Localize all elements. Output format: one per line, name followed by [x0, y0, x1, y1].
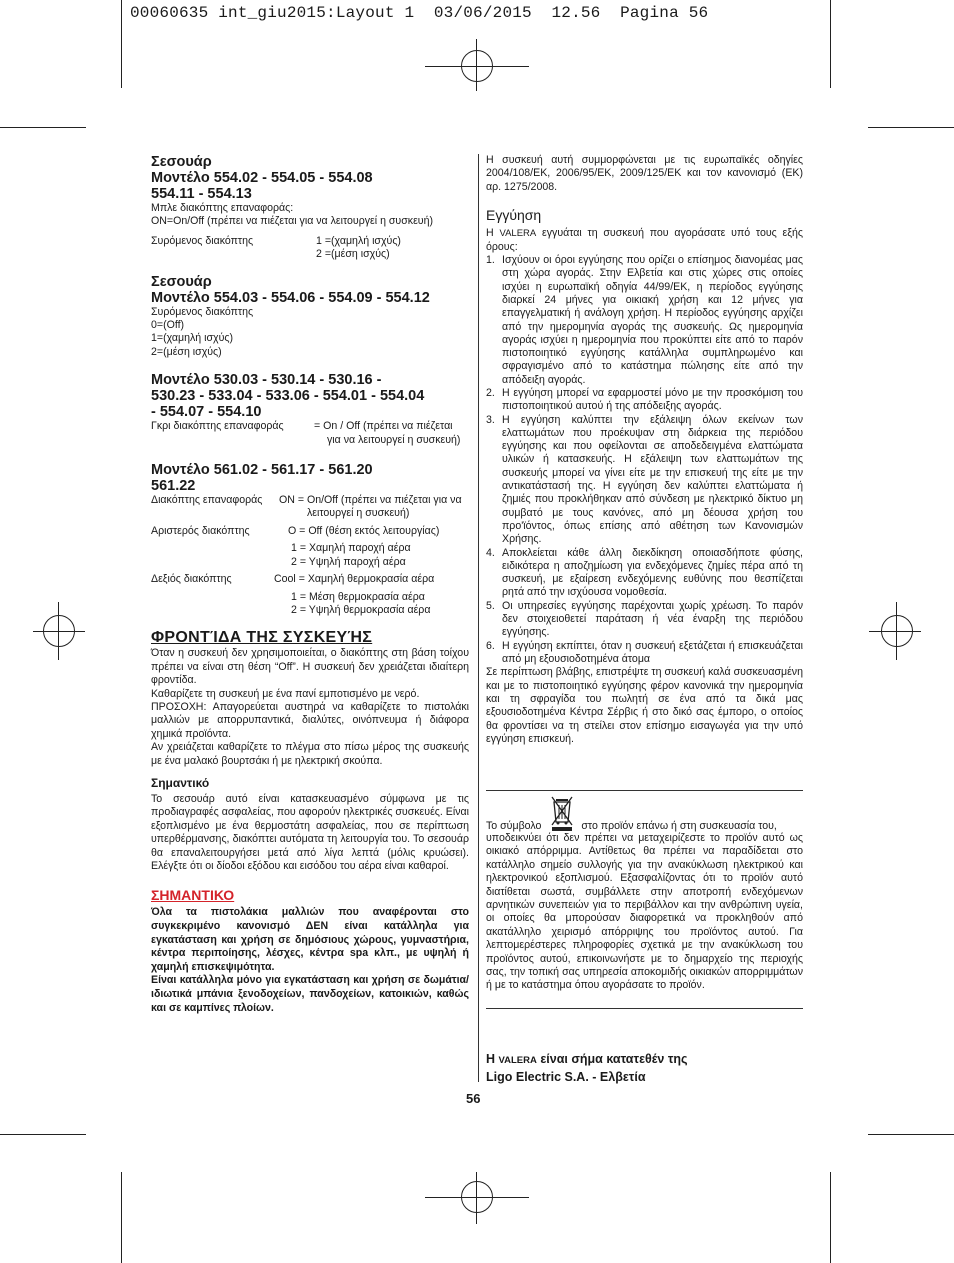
warranty-title: Εγγύηση — [486, 207, 542, 224]
reset-switch-value-cont: λειτουργεί η συσκευή) — [307, 507, 410, 520]
left-switch-label: Αριστερός διακόπτης — [151, 524, 250, 537]
warranty-term-number: 5. — [486, 599, 495, 612]
trademark-notice — [486, 1051, 688, 1085]
model-group-2-slider: Συρόμενος διακόπτης — [151, 305, 254, 318]
model-group-2-models: Μοντέλο 554.03 - 554.06 - 554.09 - 554.12 — [151, 289, 430, 306]
right-switch-label: Δεξιός διακόπτης — [151, 573, 232, 586]
grey-switch-label: Γκρι διακόπτης επαναφοράς — [151, 420, 284, 433]
warranty-term-text: Ισχύουν οι όροι εγγύησης που ορίζει ο επίσημος διανομέας μας στη χώρα αγοράς. Στην Ελβετία και στις χώρες στις οποίες ισχύει η ευρωπαϊκή οδηγία 44/99/ΕΚ, η περίοδος εγγύησης διαρκεί 24 μήνες για οικιακή χρήση και 12 μήνες για επαγγελματική ή ανάλογη χρήση. Η περίοδος εγγύησης αρχίζει από την ημερομηνία αγοράς της συσκευής. Ως ημερομηνία αγοράς ισχύει η ημερομηνία που προκύπτει είτε από το παρόν πιστοποιητικό εγγύησης κατάλληλα συμπληρωμένο και σφραγισμένο από το κατάστημα πώλησης είτε από την απόδειξη αγοράς. — [502, 254, 803, 386]
care-section-title: ΦΡΟΝΤΊΔΑ ΤΗΣ ΣΥΣΚΕΥΉΣ — [151, 629, 373, 647]
crop-mark-top-left-h — [0, 127, 86, 128]
important-title: Σημαντικό — [151, 775, 210, 790]
warranty-term-number: 1. — [486, 254, 495, 267]
blue-switch-value: ON=On/Off (πρέπει να πιέζεται για να λειτουργεί η συσκευή) — [151, 215, 434, 228]
crop-mark-bottom-left-h — [0, 1134, 86, 1135]
model-group-1-models: Μοντέλο 554.02 - 554.05 - 554.08 — [151, 170, 373, 186]
warranty-term-text: Η εγγύηση καλύπτει την εξάλειψη όλων εκείνων των ελαττωμάτων που προέκυψαν στη διάρκεια της περιόδου εγγύησης και που οφείλονται σε αποδεδειγμένα ελαττώματα υλικών ή κατασκευής. Η εξάλειψη των ελαττωμάτων της συσκευής μπορεί να γίνει είτε με την επισκευή της είτε με την αντικατάστασή της. Η εγγύηση δεν καλύπτει ελαττώματα ή ζημιές που προκλήθηκαν από σύνδεση με ηλεκτρικό δίκτυο μη συμβατό με τους κανόνες, από μη δέουσα χρήση του προ'ϊόντος, όπως επίσης από αθέτηση των Κανονισμών Χρήσης. — [502, 413, 803, 546]
reset-switch-row — [151, 494, 469, 507]
warranty-term-text: Η εγγύηση εκπίπτει, όταν η συσκευή εξετάζεται ή επισκευάζεται από μη εξουσιοδοτημένα άτομα — [502, 639, 803, 665]
crop-mark-top-right-v — [830, 0, 831, 88]
warranty-intro-start: Η — [486, 227, 494, 240]
right-switch-value-2: 2 = Υψηλή θερμοκρασία αέρα — [291, 603, 431, 616]
reset-switch-value: ON = On/Off (πρέπει να πιέζεται για να — [279, 494, 462, 507]
weee-paragraph: υποδεικνύει ότι δεν πρέπει να μεταχειρίζεστε το προϊόν αυτό ως οικιακό απόρριμμα. Αντίθετως θα πρέπει να παραδίδεται στο κατάλληλο σημείο συλλογής για την ανακύκλωση ηλεκτρικού και ηλεκτρονικού εξοπλισμού. Εξασφαλίζοντας ότι το προϊόν αυτό διατίθεται σωστά, συμβάλλετε στην αποτροπή ενδεχόμενων αρνητικών συνεπειών για το περιβάλλον και την ανθρώπινη υγεία, οι οποίες θα μπορούσαν διαφορετικά να προκληθούν από ακατάλληλο χειρισμό απόρριψης του προϊόντος αυτού. Για λεπτομερέστερες πληροφορίες σχετικά με την ανακύκλωση του προϊόντος αυτού, επικοινωνήστε με το δημαρχείο της περιοχής σας, την τοπική σας υπηρεσία αποκομιδής οικιακών απορριμμάτων ή με το κατάστημα όπου αγοράσατε το προϊόν. — [486, 832, 803, 992]
warranty-term — [486, 600, 803, 640]
left-switch-value-1: 1 = Χαμηλή παροχή αέρα — [291, 542, 411, 555]
crop-mark-bottom-right-h — [868, 1134, 954, 1135]
warranty-terms-list — [486, 254, 803, 666]
care-paragraph-2: Καθαρίζετε τη συσκευή με ένα πανί εμποτισμένο με νερό. — [151, 687, 420, 700]
left-switch-value-2: 2 = Υψηλή παροχή αέρα — [291, 555, 406, 568]
warranty-term-text: Αποκλείεται κάθε άλλη διεκδίκηση οποιασδήποτε φύσης, ειδικότερα η αποζημίωση για ενδεχόμενες ζημίες πέρα από τη συσκευή, με εξαίρεση ενδεχόμενης ευθύνης που θεσπίζεται ρητά από την ισχύουσα νομοθεσία. — [502, 546, 803, 599]
warranty-term-number: 6. — [486, 639, 495, 652]
important-paragraph: Το σεσουάρ αυτό είναι κατασκευασμένο σύμφωνα με τις προδιαγραφές ασφαλείας, που αφορούν ηλεκτρικές συσκευές. Είναι εξοπλισμένο με ένα θερμοστάτη ασφαλείας, που σε περίπτωση υπερθέρμανσης, διακόπτει αυτόματα τη λειτουργία του. Το σεσουάρ θα επαναλειτουργήσει μετά από λίγα λεπτά (μόλις κρυώσει). Ελέγξτε ότι οι δίοδοι εξόδου και εισόδου του αέρα είναι καθαροί. — [151, 792, 469, 872]
left-column — [151, 154, 469, 1015]
model-group-2-value-1: 1=(χαμηλή ισχύς) — [151, 332, 234, 345]
trademark-brand: VALERA — [498, 1055, 537, 1066]
weee-bottom-rule — [486, 1008, 803, 1009]
slider-switch-row-2 — [151, 248, 469, 261]
slider-switch-value-1: 1 =(χαμηλή ισχύς) — [316, 234, 401, 247]
warranty-intro — [486, 227, 803, 254]
important-warning-paragraph-2: Είναι κατάλληλα μόνο για εγκατάσταση και χρήση σε δωμάτια/ιδιωτικά μπάνια ξενοδοχείων, πανδοχείων, κατοικιών, καθώς και σε καμπίνες πλοίων. — [151, 974, 469, 1014]
left-switch-row — [151, 525, 469, 538]
model-group-3-models-cont: 530.23 - 533.04 - 533.06 - 554.01 - 554.04 — [151, 388, 425, 405]
right-column — [486, 154, 803, 747]
grey-switch-value: = On / Off (πρέπει να πιέζεται — [314, 420, 453, 433]
reset-switch-label: Διακόπτης επαναφοράς — [151, 494, 263, 507]
warranty-term-number: 2. — [486, 387, 495, 399]
weee-text-end: στο προϊόν επάνω ή στη συσκευασία του, — [581, 819, 777, 832]
warranty-term — [486, 547, 803, 600]
weee-top-rule — [486, 790, 803, 791]
weee-bin-icon — [549, 796, 575, 832]
crop-mark-bottom-left-v — [121, 1172, 122, 1263]
model-group-4-models-cont: 561.22 — [151, 478, 196, 495]
slider-switch-row — [151, 235, 469, 248]
model-group-4-models: Μοντέλο 561.02 - 561.17 - 561.20 — [151, 462, 373, 479]
important-warning-paragraph-1: Όλα τα πιστολάκια μαλλιών που αναφέρονται στο συγκεκριμένο κανονισμό ΔΕΝ είναι κατάλληλα για εγκατάσταση και χρήση σε δημόσιους χώρους, γυμναστήρια, κέντρα περιποίησης, λέσχες, κέντρα spa κλπ., με υψηλή ή χαμηλή επισκεψιμότητα. — [151, 906, 469, 973]
grey-switch-value-cont: για να λειτουργεί η συσκευή) — [327, 433, 461, 446]
model-group-2-title: Σεσουάρ — [151, 273, 212, 290]
care-paragraph-3: ΠΡΟΣΟΧΗ: Απαγορεύεται αυστηρά να καθαρίζετε το πιστολάκι μαλλιών με απορρυπαντικά, διαλύτες, οινόπνευμα ή διάφορα χημικά προϊόντα. — [151, 700, 469, 740]
care-paragraph-4: Αν χρειάζεται καθαρίζετε το πλέγμα στο πίσω μέρος της συσκευής με ένα μαλακό βουρτσάκι ή με ηλεκτρική σκούπα. — [151, 741, 469, 767]
crop-mark-top-left-v — [121, 0, 122, 88]
slider-switch-value-2: 2 =(μέση ισχύς) — [316, 248, 390, 261]
warranty-term-text: Οι υπηρεσίες εγγύησης παρέχονται χωρίς χρέωση. Το παρόν δεν στοιχειοθετεί παράταση ή νέα έναρξη της περιόδου εγγύησης. — [502, 599, 803, 639]
warranty-term-number: 3. — [486, 413, 495, 426]
model-group-2-value-2: 2=(μέση ισχύς) — [151, 345, 222, 358]
warranty-term — [486, 387, 803, 414]
important-warning-title: ΣΗΜΑΝΤΙΚΟ — [151, 887, 235, 904]
model-group-3-models: Μοντέλο 530.03 - 530.14 - 530.16 - — [151, 372, 382, 389]
warranty-term — [486, 640, 803, 667]
model-group-3-models-cont-2: - 554.07 - 554.10 — [151, 404, 262, 421]
warranty-intro-end: εγγυάται τη συσκευή που αγοράσατε υπό τους εξής όρους: — [486, 227, 803, 253]
model-group-1-models-cont: 554.11 - 554.13 — [151, 186, 252, 202]
print-slug: 00060635 int_giu2015:Layout 1 03/06/2015 12.56 Pagina 56 — [130, 4, 709, 22]
trademark-start: Η — [486, 1052, 496, 1066]
left-switch-value: O = Off (θέση εκτός λειτουργίας) — [288, 524, 440, 537]
right-switch-value: Cool = Χαμηλή θερμοκρασία αέρα — [274, 573, 435, 586]
column-divider — [478, 154, 479, 1082]
weee-block — [486, 796, 803, 993]
reset-switch-row-2 — [151, 507, 469, 520]
warranty-term-text: Η εγγύηση μπορεί να εφαρμοστεί μόνο με την προσκόμιση του πιστοποιητικού αυτού ή της απόδειξης αγοράς. — [502, 387, 803, 413]
model-group-1-title: Σεσουάρ — [151, 154, 212, 170]
trademark-end: είναι σήμα κατατεθέν της — [540, 1052, 688, 1066]
trademark-company: Ligo Electric S.A. - Ελβετία — [486, 1070, 646, 1084]
model-group-2-value-0: 0=(Off) — [151, 319, 185, 332]
crop-mark-bottom-right-v — [830, 1172, 831, 1263]
warranty-term — [486, 254, 803, 387]
slider-switch-label: Συρόμενος διακόπτης — [151, 234, 254, 247]
failure-paragraph: Σε περίπτωση βλάβης, επιστρέψτε τη συσκευή καλά συσκευασμένη και με το πιστοποιητικό εγγύησης φέρον κανονικά την ημερομηνία και τη σφραγίδα του πωλητή σε ένα από τα δικά μας εξουσιοδοτημένα Κέντρα Σέρβις ή στο δικό σας έμπορο, ο οποίος θα φροντίσει να τη στείλει στον επίσημο εισαγωγέα για την υπό εγγύηση επισκευή. — [486, 666, 803, 746]
weee-text-start: Το σύμβολο — [486, 819, 542, 832]
right-switch-row — [151, 573, 469, 586]
crop-mark-top-right-h — [868, 127, 954, 128]
blue-switch-label: Μπλε διακόπτης επαναφοράς: — [151, 202, 294, 214]
care-paragraph-1: Όταν η συσκευή δεν χρησιμοποιείται, ο διακόπτης στη βάση τοίχου πρέπει να είναι στη θέση “Off”. Η συσκευή δεν χρειάζεται ιδιαίτερη φροντίδα. — [151, 647, 469, 687]
right-switch-value-1: 1 = Μέση θερμοκρασία αέρα — [291, 590, 425, 603]
grey-switch-row-2 — [151, 434, 469, 447]
warranty-term-number: 4. — [486, 546, 495, 559]
compliance-paragraph: Η συσκευή αυτή συμμορφώνεται με τις ευρωπαϊκές οδηγίες 2004/108/EK, 2006/95/EK, 2009/125/EK και τον κανονισμό (EK) αρ. 1275/2008. — [486, 154, 803, 193]
warranty-brand: VALERA — [499, 228, 537, 240]
grey-switch-row — [151, 420, 469, 433]
warranty-term — [486, 414, 803, 547]
page-number: 56 — [466, 1091, 481, 1106]
